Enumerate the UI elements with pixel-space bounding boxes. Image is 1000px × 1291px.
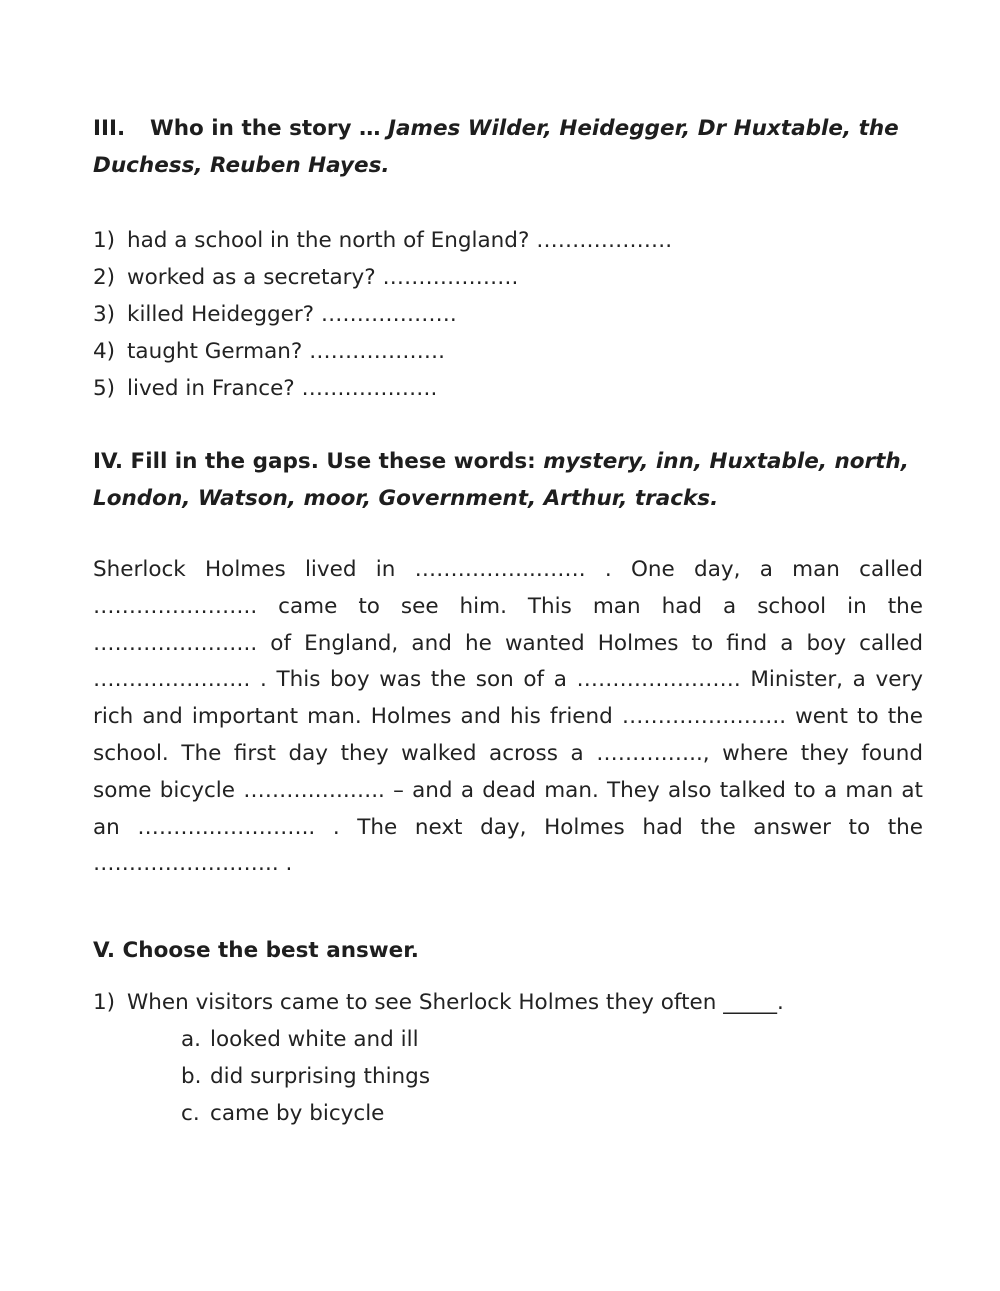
question-number: 4)	[93, 339, 116, 364]
question-text: taught German? ……………….	[127, 339, 445, 364]
question-number: 2)	[93, 265, 116, 290]
section-3-prompt: Who in the story …	[150, 116, 389, 141]
answer-option-c	[181, 1095, 923, 1132]
question-text: worked as a secretary? ……………….	[127, 265, 519, 290]
section-3-number: III.	[93, 116, 126, 141]
question-number: 5)	[93, 376, 116, 401]
question-1	[93, 984, 923, 1021]
section-3-heading	[93, 110, 923, 184]
section-4-prompt: IV. Fill in the gaps. Use these words:	[93, 449, 544, 474]
question-number: 1)	[93, 990, 116, 1016]
list-item	[93, 984, 923, 1021]
option-text: came by bicycle	[210, 1101, 385, 1127]
option-text: looked white and ill	[210, 1027, 419, 1053]
section-4-word-bank: mystery, inn, Huxtable, north, London, Watson, moor, Government, Arthur, tracks.	[93, 449, 909, 511]
list-item	[93, 333, 923, 370]
answer-options	[93, 1021, 923, 1132]
option-text: did surprising things	[210, 1064, 431, 1090]
option-letter: b.	[181, 1064, 202, 1090]
section-5-heading: V. Choose the best answer.	[93, 938, 419, 964]
question-number: 3)	[93, 302, 116, 327]
question-text: lived in France? ……………….	[127, 376, 438, 401]
list-item	[93, 296, 923, 333]
section-4-heading	[93, 443, 923, 517]
section-3-question-list	[93, 222, 923, 407]
answer-option-b	[181, 1058, 923, 1095]
worksheet-page	[93, 110, 923, 1132]
answer-option-a	[181, 1021, 923, 1058]
list-item	[93, 222, 923, 259]
section-5-question-list	[93, 984, 923, 1132]
question-number: 1)	[93, 228, 116, 253]
list-item	[93, 370, 923, 407]
section-3-names: James Wilder, Heidegger, Dr Huxtable, the Duchess, Reuben Hayes.	[93, 116, 899, 178]
gap-fill-paragraph: Sherlock Holmes lived in ……………..……. . One day, a man called ………………….. came to see him. This man had a school in the ………………….. of England, and he wanted Holmes to find a boy called …………………. . This boy was the son of a …………….……. Minister, a very rich and important man. Holmes and his friend ………………….. went to the school. The first day they walked across a ……….….., where they found some bicycle ……….…..….. – and a dead man. They also talked to a man at an ………..………….. . The next day, Holmes had the answer to the …………………….. .	[93, 557, 923, 877]
option-letter: c.	[181, 1101, 200, 1127]
list-item	[93, 259, 923, 296]
option-letter: a.	[181, 1027, 202, 1053]
question-text: killed Heidegger? ……………….	[127, 302, 457, 327]
question-text: When visitors came to see Sherlock Holmes they often _____.	[127, 990, 784, 1016]
question-text: had a school in the north of England? ……………….	[127, 228, 673, 253]
